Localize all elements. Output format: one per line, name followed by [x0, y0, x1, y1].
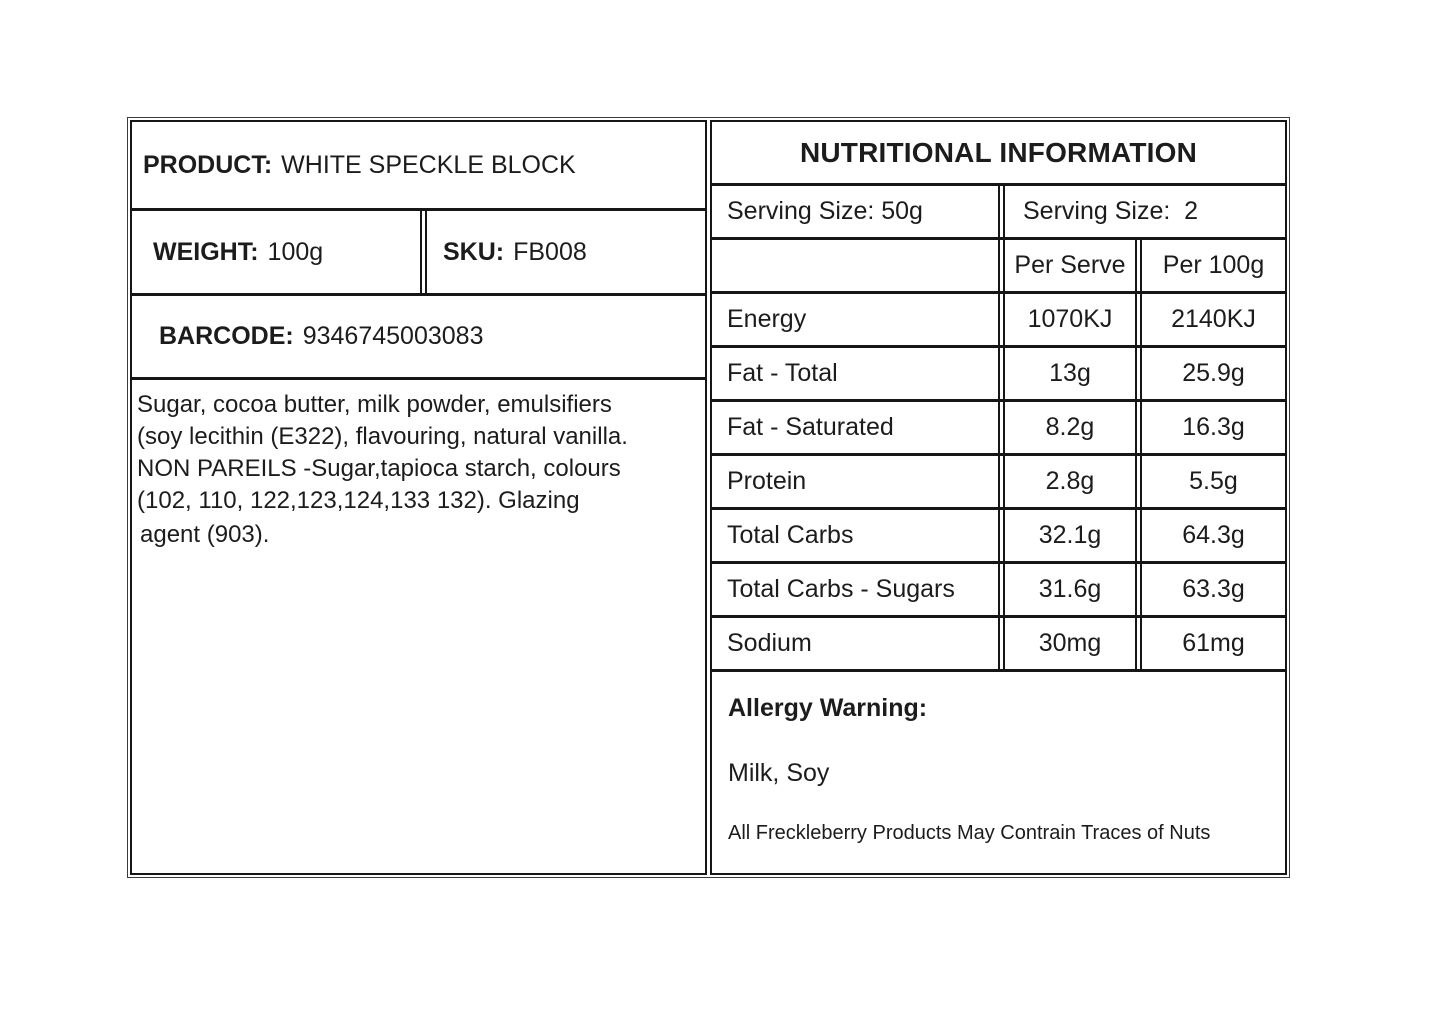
serving-size-grams-cell [712, 186, 1000, 237]
product-label-sheet [127, 117, 1290, 878]
per-100g-value-cell [1140, 402, 1285, 453]
serving-size-count: Serving Size: 2 [1023, 197, 1199, 225]
per-100g-header-cell [1140, 240, 1285, 291]
product-value: WHITE SPECKLE BLOCK [281, 150, 576, 179]
per-100g-value: 61mg [1182, 629, 1245, 657]
serving-size-count-cell [1003, 186, 1285, 237]
per-serve-header: Per Serve [1014, 251, 1126, 279]
per-100g-value: 25.9g [1182, 359, 1245, 387]
per-serve-value-cell [1003, 294, 1137, 345]
nutrient-label-cell [712, 294, 1000, 345]
sku-value: FB008 [513, 237, 587, 266]
nutrient-row-sugars [712, 561, 1285, 615]
sku-cell [425, 211, 705, 293]
ingredients-line: agent (903). [140, 521, 270, 548]
nutrient-label-cell [712, 510, 1000, 561]
column-header-row [712, 237, 1285, 291]
per-100g-value-cell [1140, 510, 1285, 561]
nutrient-label-cell [712, 348, 1000, 399]
nutrient-row-energy [712, 291, 1285, 345]
nutrient-row-fat-total [712, 345, 1285, 399]
product-label: PRODUCT: [143, 150, 273, 179]
nutrient-row-total-carbs [712, 507, 1285, 561]
per-serve-value-cell [1003, 456, 1137, 507]
nutrition-panel [710, 120, 1287, 875]
per-serve-value: 8.2g [1045, 413, 1095, 441]
ingredients-line: (soy lecithin (E322), flavouring, natural vanilla. [137, 423, 628, 450]
nutrient-label-cell [712, 618, 1000, 669]
nutrient-label: Fat - Total [727, 359, 838, 387]
weight-sku-row [132, 208, 705, 293]
per-100g-value: 64.3g [1182, 521, 1245, 549]
allergy-section [712, 669, 1285, 873]
ingredients-line: Sugar, cocoa butter, milk powder, emulsifiers [137, 391, 612, 418]
ingredients-text [132, 377, 705, 873]
empty-header-cell [712, 240, 1000, 291]
per-serve-value-cell [1003, 618, 1137, 669]
nutrition-title [712, 122, 1285, 183]
per-100g-value: 63.3g [1182, 575, 1245, 603]
per-serve-value-cell [1003, 564, 1137, 615]
per-100g-value-cell [1140, 564, 1285, 615]
per-100g-value-cell [1140, 348, 1285, 399]
per-serve-value: 1070KJ [1027, 305, 1113, 333]
nutrient-label-cell [712, 402, 1000, 453]
nutrient-row-fat-saturated [712, 399, 1285, 453]
nutrient-label: Protein [727, 467, 807, 495]
per-100g-value-cell [1140, 618, 1285, 669]
per-100g-header: Per 100g [1162, 251, 1265, 279]
weight-cell [132, 211, 422, 293]
barcode-value: 9346745003083 [302, 322, 484, 350]
per-100g-value: 2140KJ [1171, 305, 1256, 333]
nutrient-row-sodium [712, 615, 1285, 669]
nutrient-row-protein [712, 453, 1285, 507]
serving-size-row [712, 183, 1285, 237]
weight-value: 100g [267, 237, 324, 266]
per-serve-value: 2.8g [1045, 467, 1095, 495]
per-serve-value-cell [1003, 402, 1137, 453]
barcode-row [132, 293, 705, 377]
ingredients-line: NON PAREILS -Sugar,tapioca starch, colours [137, 455, 621, 482]
per-serve-value: 32.1g [1038, 521, 1102, 549]
barcode-label: BARCODE: [159, 322, 294, 350]
nutrient-label: Fat - Saturated [727, 413, 894, 441]
weight-label: WEIGHT: [153, 237, 259, 266]
ingredients-line: (102, 110, 122,123,124,133 132). Glazing [137, 487, 580, 514]
nutrient-label-cell [712, 456, 1000, 507]
per-serve-value: 30mg [1038, 629, 1102, 657]
per-serve-value-cell [1003, 348, 1137, 399]
per-serve-value: 13g [1049, 359, 1091, 387]
per-100g-value: 16.3g [1182, 413, 1245, 441]
allergy-warning-value: Milk, Soy [728, 759, 830, 787]
nutrient-label: Total Carbs - Sugars [727, 575, 955, 603]
per-100g-value-cell [1140, 294, 1285, 345]
product-row [132, 122, 705, 208]
per-serve-value: 31.6g [1038, 575, 1102, 603]
per-100g-value-cell [1140, 456, 1285, 507]
allergy-warning-title: Allergy Warning: [728, 694, 928, 722]
nutrient-label-cell [712, 564, 1000, 615]
per-serve-header-cell [1003, 240, 1137, 291]
nutrition-title-text: NUTRITIONAL INFORMATION [799, 136, 1198, 168]
sku-label: SKU: [443, 237, 505, 266]
per-100g-value: 5.5g [1189, 467, 1238, 495]
per-serve-value-cell [1003, 510, 1137, 561]
nutrient-label: Sodium [727, 629, 812, 657]
product-details-panel [130, 120, 707, 875]
allergy-warning-note: All Freckleberry Products May Contrain Traces of Nuts [728, 822, 1211, 844]
nutrient-label: Total Carbs [727, 521, 854, 549]
serving-size-grams: Serving Size: 50g [727, 197, 923, 225]
nutrient-label: Energy [727, 305, 807, 333]
